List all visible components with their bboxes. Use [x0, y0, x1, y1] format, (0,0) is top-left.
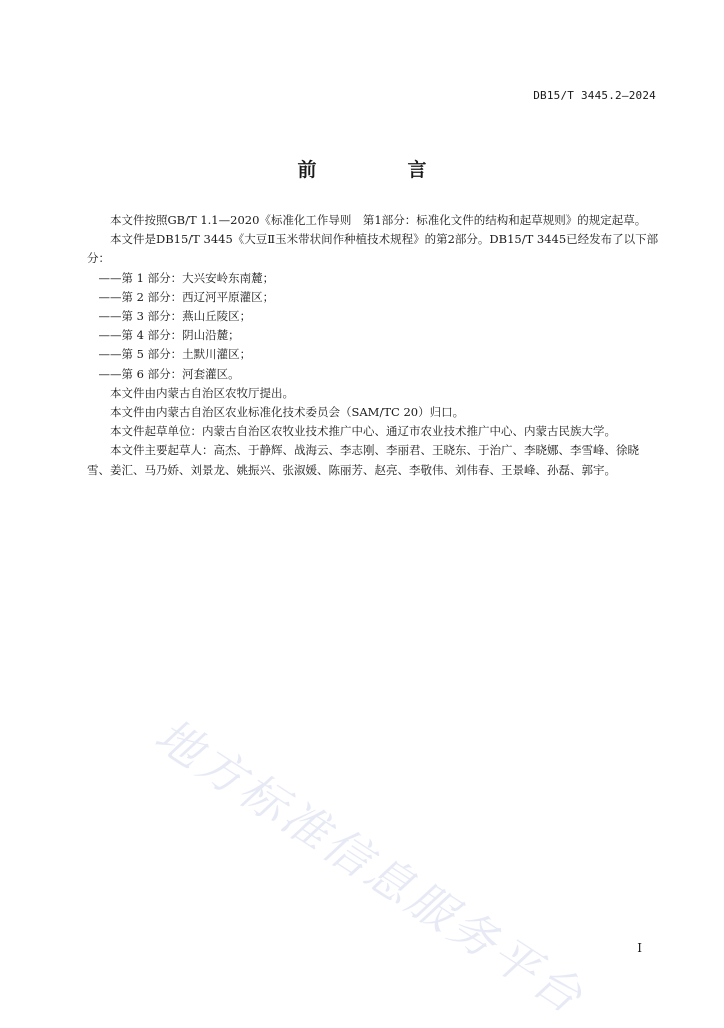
paragraph-drafting-rules: 本文件按照GB/T 1.1—2020《标准化工作导则 第1部分：标准化文件的结构和起草规则》的规定起草。: [110, 213, 647, 227]
document-body: [87, 211, 659, 480]
paragraph-drafters: 本文件主要起草人：高杰、于静辉、战海云、李志刚、李丽君、王晓东、于治广、李晓娜、李雪峰、徐晓雪、姜汇、马乃娇、刘景龙、姚振兴、张淑媛、陈丽芳、赵亮、李敬伟、刘伟春、王景峰、孙磊、郭宇。: [87, 443, 639, 477]
page-title: 前 言: [297, 159, 463, 181]
list-item-part-5: ——第 5 部分：土默川灌区；: [98, 347, 252, 362]
list-item-part-1: ——第 1 部分：大兴安岭东南麓；: [98, 270, 275, 285]
list-item-part-3: ——第 3 部分：燕山丘陵区；: [98, 309, 252, 324]
list-item-part-2: ——第 2 部分：西辽河平原灌区；: [98, 289, 275, 304]
document-code: DB15/T 3445.2—2024: [533, 89, 656, 102]
paragraph-proposer: 本文件由内蒙古自治区农牧厅提出。: [110, 385, 294, 400]
watermark: 地方标准信息服务平台: [145, 707, 595, 1026]
paragraph-series-info: 本文件是DB15/T 3445《大豆Ⅱ玉米带状间作种植技术规程》的第2部分。DB15/T 3445已经发布了以下部分：: [87, 232, 659, 266]
page-number: I: [637, 941, 642, 955]
paragraph-drafting-units: 本文件起草单位：内蒙古自治区农牧业技术推广中心、通辽市农业技术推广中心、内蒙古民族大学。: [110, 424, 616, 439]
list-item-part-6: ——第 6 部分：河套灌区。: [98, 366, 240, 381]
list-item-part-4: ——第 4 部分：阴山沿麓；: [98, 328, 240, 343]
paragraph-committee: 本文件由内蒙古自治区农业标准化技术委员会（SAM/TC 20）归口。: [110, 405, 465, 420]
